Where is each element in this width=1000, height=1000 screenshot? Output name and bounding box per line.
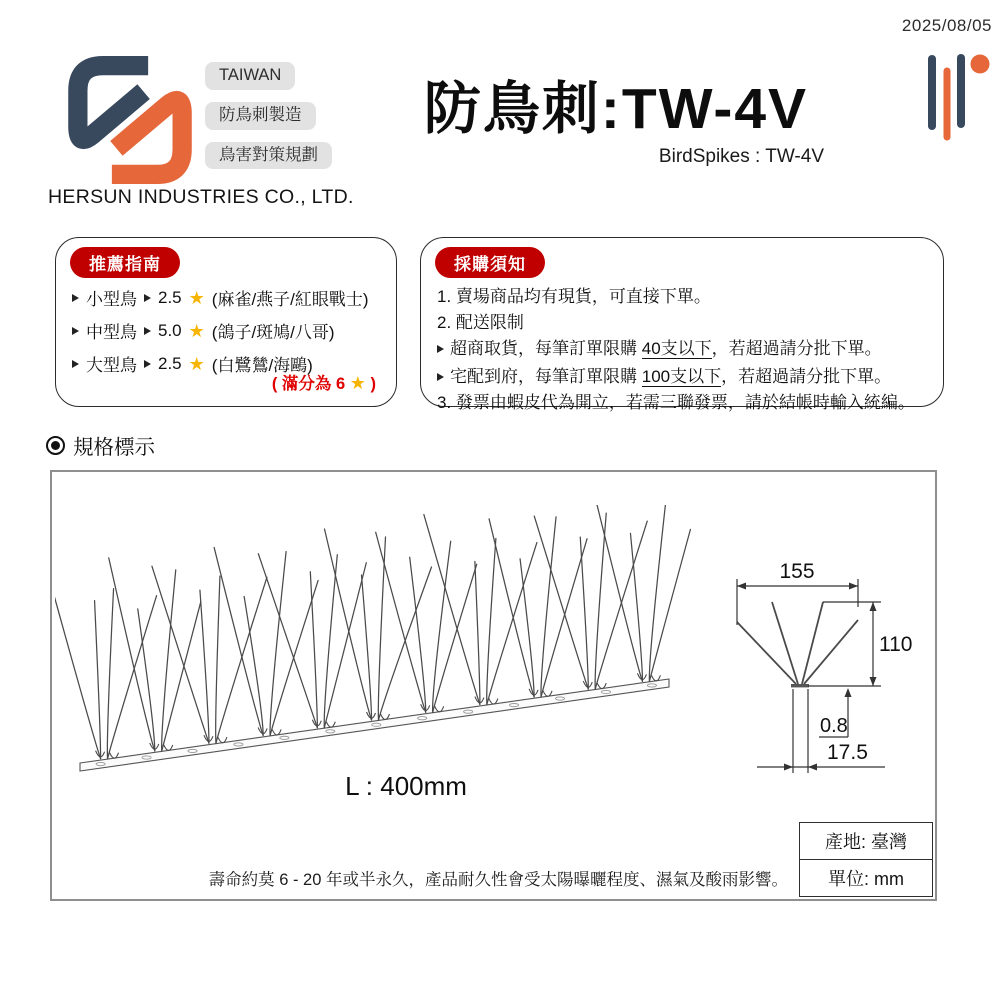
origin-unit-table xyxy=(799,822,933,897)
bullet-triangle-icon xyxy=(144,294,151,302)
durability-note: 壽命約莫 6 - 20 年或半永久，產品耐久性會受太陽曝曬程度、濕氣及酸雨影響。 xyxy=(208,871,788,889)
star-icon: ★ xyxy=(349,373,366,393)
product-subtitle: BirdSpikes : TW-4V xyxy=(658,145,824,167)
line3-post: ，若超過請分批下單。 xyxy=(711,339,882,358)
bullet-triangle-icon xyxy=(437,373,444,381)
tag-manufacture: 防鳥刺製造 xyxy=(205,102,316,130)
line4-post: ，若超過請分批下單。 xyxy=(721,367,892,386)
full-score-text: ( 滿分為 6 xyxy=(271,375,346,393)
dim-top-width: 155 xyxy=(779,560,815,583)
dim-thickness: 0.8 xyxy=(820,715,848,737)
dim-height: 110 xyxy=(879,633,913,656)
hersun-logo-icon xyxy=(60,52,200,188)
bullet-triangle-icon xyxy=(144,327,151,335)
recommend-item-small-bird xyxy=(72,285,369,310)
unit-cell: 單位: mm xyxy=(800,859,932,896)
bullet-triangle-icon xyxy=(144,360,151,368)
star-icon: ★ xyxy=(188,320,205,341)
purchase-line-5: 3. 發票由蝦皮代為開立，若需三聯發票，請於結帳時輸入統編。 xyxy=(437,393,915,412)
recommend-box xyxy=(55,237,397,407)
product-title: 防鳥刺:TW-4V xyxy=(423,77,809,141)
bird-examples: (麻雀/燕子/紅眼戰士) xyxy=(211,290,369,309)
recommend-item-medium-bird xyxy=(72,318,335,343)
bullet-triangle-icon xyxy=(72,294,79,302)
bird-size-label: 大型鳥 xyxy=(86,356,137,375)
purchase-line-2: 2. 配送限制 xyxy=(437,313,524,332)
bird-size-label: 小型鳥 xyxy=(86,290,137,309)
line4-pre: 宅配到府，每筆訂單限購 xyxy=(450,367,642,386)
line3-limit: 40支以下 xyxy=(641,339,712,358)
length-label: L : 400mm xyxy=(345,771,467,801)
bullet-triangle-icon xyxy=(437,345,444,353)
score-value: 2.5 xyxy=(158,353,182,373)
recommend-badge: 推薦指南 xyxy=(70,247,180,278)
origin-cell: 產地: 臺灣 xyxy=(824,832,907,852)
score-value: 2.5 xyxy=(158,287,182,307)
title-block xyxy=(402,77,830,168)
dim-base-width: 17.5 xyxy=(827,741,868,764)
tag-taiwan: TAIWAN xyxy=(205,62,295,90)
bullet-triangle-icon xyxy=(72,327,79,335)
brand-tags xyxy=(205,62,332,169)
purchase-badge: 採購須知 xyxy=(435,247,545,278)
line3-pre: 超商取貨，每筆訂單限購 xyxy=(450,339,642,358)
purchase-line-1: 1. 賣場商品均有現貨，可直接下單。 xyxy=(437,287,711,306)
purchase-box xyxy=(420,237,944,412)
star-icon: ★ xyxy=(188,353,205,374)
purchase-line-3 xyxy=(437,334,882,359)
bird-size-label: 中型鳥 xyxy=(86,323,137,342)
purchase-line-4 xyxy=(437,362,891,387)
bird-examples: (白鷺鷥/海鷗) xyxy=(211,356,313,375)
fisheye-bullet-icon xyxy=(46,436,65,455)
bullet-triangle-icon xyxy=(72,360,79,368)
bird-examples: (鴿子/斑鳩/八哥) xyxy=(211,323,335,342)
spec-section-header xyxy=(46,430,155,460)
brand-bars-icon xyxy=(923,45,993,145)
date-label: 2025/08/05 xyxy=(901,16,992,35)
line4-limit: 100支以下 xyxy=(641,367,722,386)
full-score-note xyxy=(272,370,376,394)
tag-planning: 鳥害對策規劃 xyxy=(205,142,332,170)
full-score-close: ) xyxy=(370,375,376,393)
score-value: 5.0 xyxy=(158,320,182,340)
star-icon: ★ xyxy=(188,287,205,308)
company-name: HERSUN INDUSTRIES CO., LTD. xyxy=(48,186,354,208)
spec-section-title: 規格標示 xyxy=(73,436,155,459)
